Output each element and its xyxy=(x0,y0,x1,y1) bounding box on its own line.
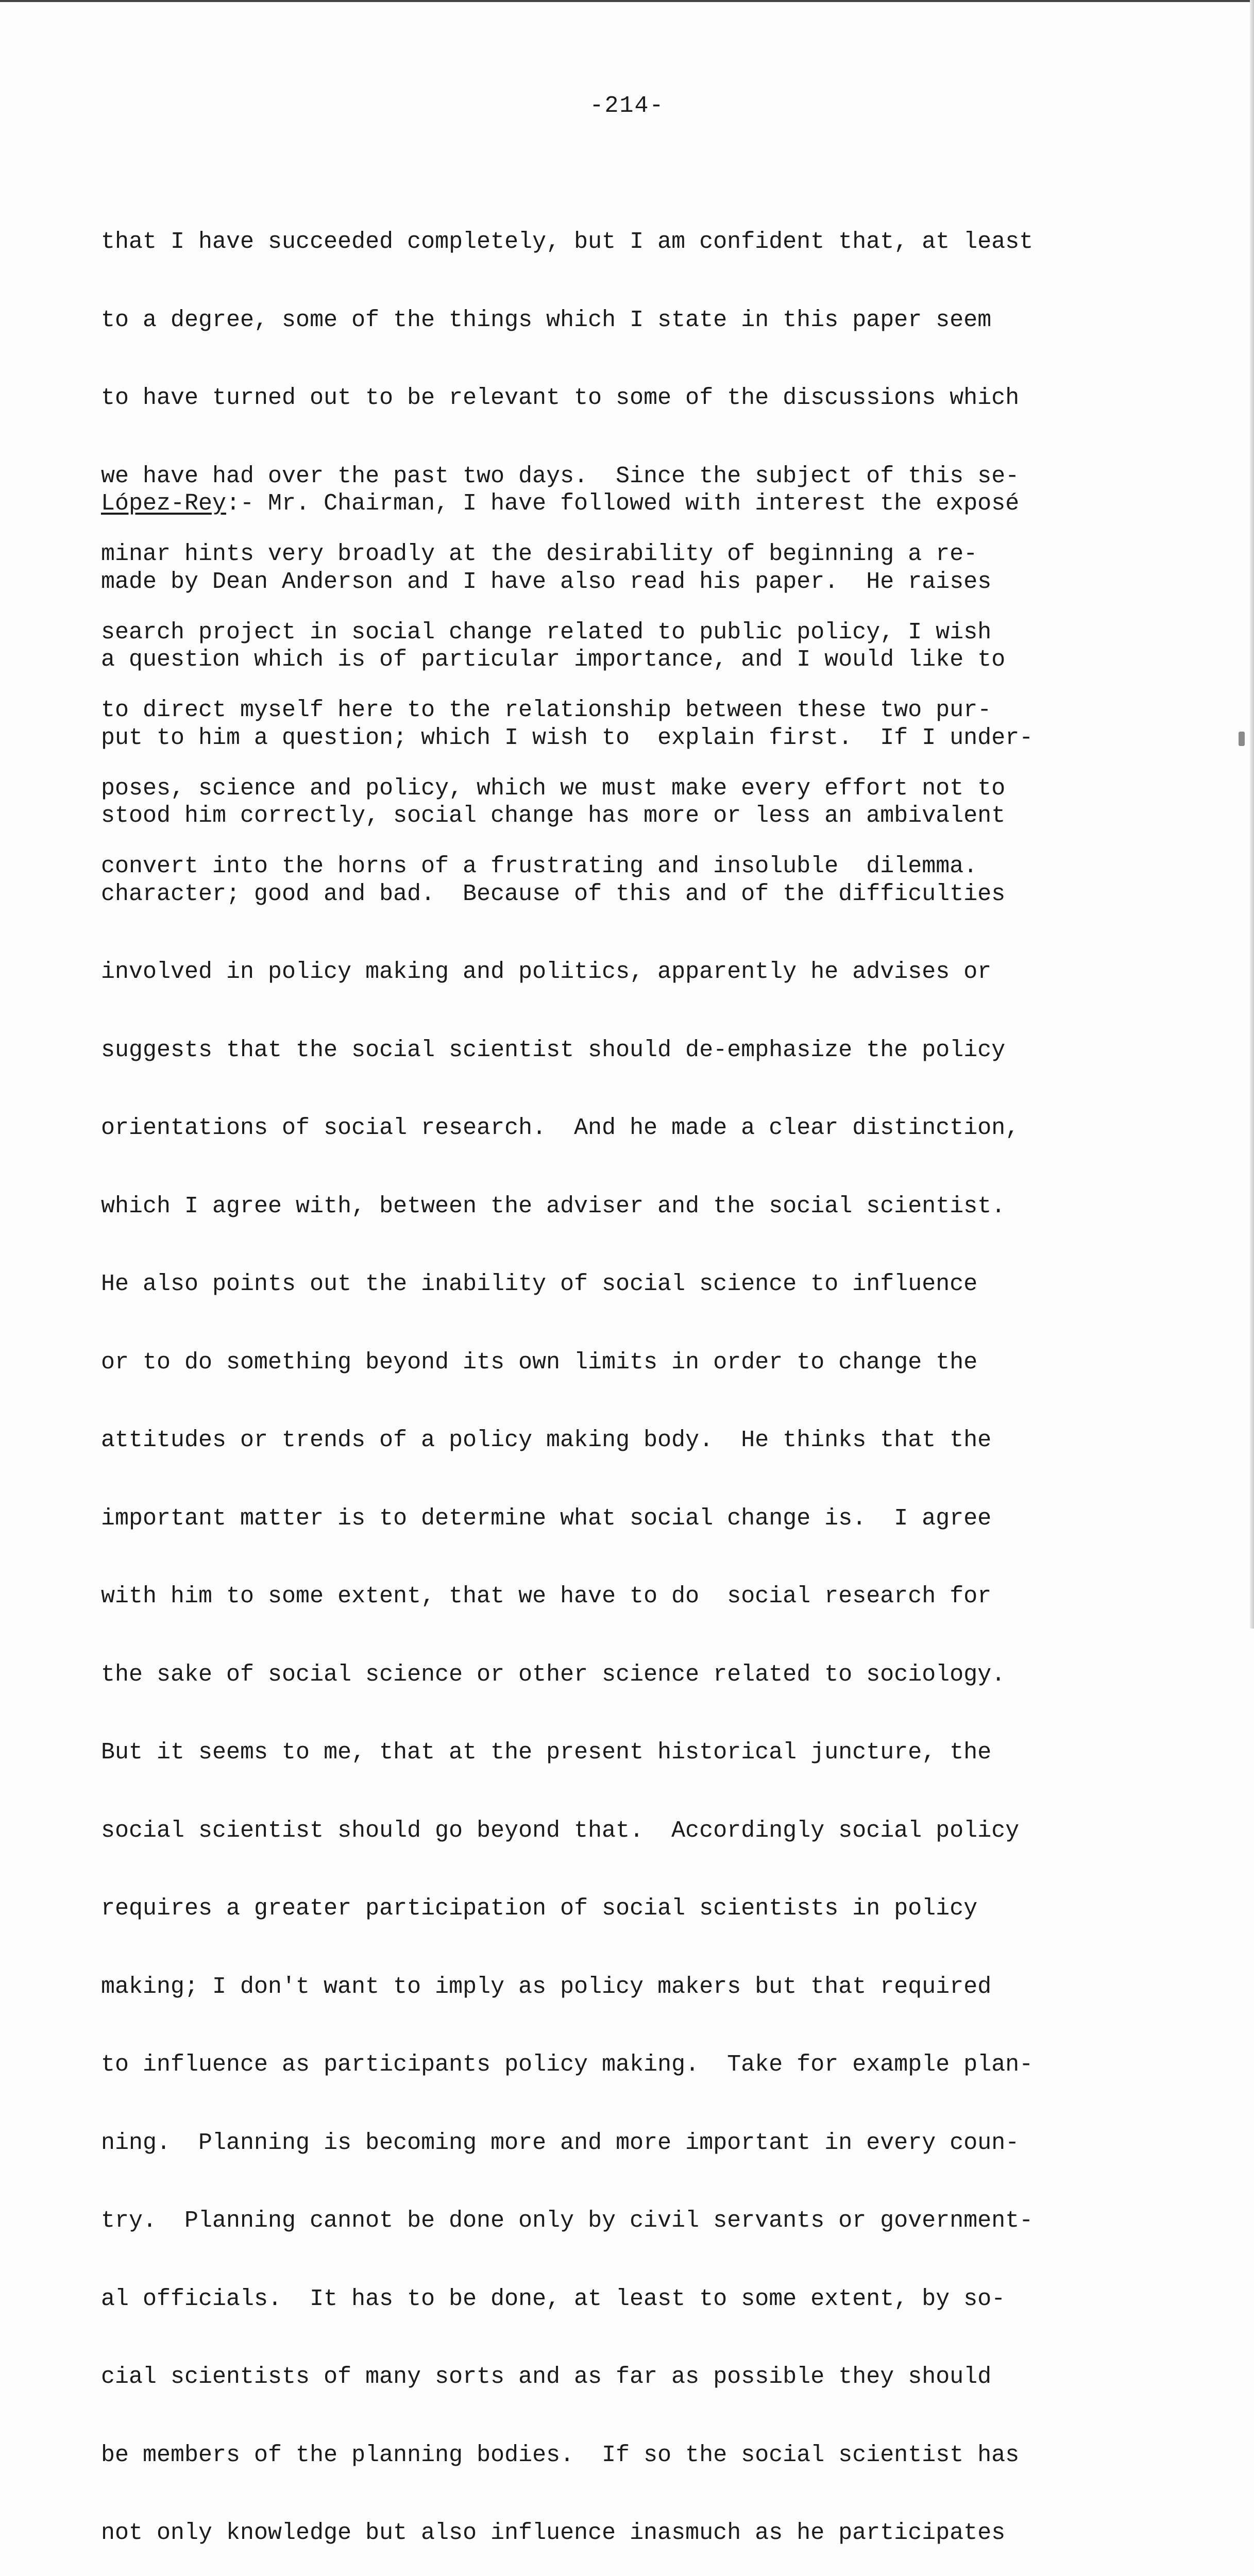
text-line: put to him a question; which I wish to explain first. If I under- xyxy=(101,724,1033,751)
text-line: involved in policy making and politics, apparently he advises or xyxy=(101,959,992,985)
text-line: important matter is to determine what social change is. I agree xyxy=(101,1505,992,1532)
text-line: try. Planning cannot be done only by civil servants or government- xyxy=(101,2208,1033,2234)
text-line: poses, science and policy, which we must make every effort not to xyxy=(101,775,1006,802)
text-line: or to do something beyond its own limits in order to change the xyxy=(101,1349,978,1376)
speaker-name: López-Rey xyxy=(101,490,227,517)
text-line: suggests that the social scientist should de-emphasize the policy xyxy=(101,1037,1006,1063)
text-line: character; good and bad. Because of this and of the difficulties xyxy=(101,880,1006,907)
text-line: search project in social change related to public policy, I wish xyxy=(101,619,992,646)
text-line: convert into the horns of a frustrating and insoluble dilemma. xyxy=(101,853,978,879)
text-line: stood him correctly, social change has more or less an ambivalent xyxy=(101,803,1006,829)
text-line: to have turned out to be relevant to some of the discussions which xyxy=(101,385,1020,411)
text-line: making; I don't want to imply as policy makers but that required xyxy=(101,1973,992,2000)
text-line: the sake of social science or other science related to sociology. xyxy=(101,1661,1006,1688)
paragraph-2 xyxy=(101,439,1152,2576)
text-line: minar hints very broadly at the desirability of beginning a re- xyxy=(101,541,978,567)
speaker-line xyxy=(101,491,1152,517)
margin-mark xyxy=(1239,732,1245,746)
text-line: requires a greater participation of social scientists in policy xyxy=(101,1895,978,1922)
text-line: a question which is of particular importance, and I would like to xyxy=(101,647,1006,673)
text-line: ning. Planning is becoming more and more important in every coun- xyxy=(101,2129,1020,2156)
text-line: social scientist should go beyond that. Accordingly social policy xyxy=(101,1817,1020,1844)
text-line: He also points out the inability of social science to influence xyxy=(101,1271,978,1297)
text-line: But it seems to me, that at the present historical juncture, the xyxy=(101,1739,992,1766)
text-line: to influence as participants policy making. Take for example plan- xyxy=(101,2052,1033,2078)
text-line: with him to some extent, that we have to do social research for xyxy=(101,1583,992,1609)
text-line: which I agree with, between the adviser and the social scientist. xyxy=(101,1193,1006,1219)
text-line: not only knowledge but also influence inasmuch as he participates xyxy=(101,2520,1006,2546)
page-right-edge xyxy=(1250,0,1254,1629)
text-line: we have had over the past two days. Since the subject of this se- xyxy=(101,463,1020,489)
speaker-line-text: :- Mr. Chairman, I have followed with interest the exposé xyxy=(226,490,1020,517)
page-number: -214- xyxy=(589,93,665,119)
text-line: al officials. It has to be done, at least to some extent, by so- xyxy=(101,2285,1006,2312)
top-border-line xyxy=(0,0,1254,2)
text-line: orientations of social research. And he made a clear distinction, xyxy=(101,1115,1020,1141)
text-line: be members of the planning bodies. If so the social scientist has xyxy=(101,2442,1020,2468)
text-line: attitudes or trends of a policy making body. He thinks that the xyxy=(101,1427,992,1453)
text-line: that I have succeeded completely, but I am confident that, at least xyxy=(101,229,1033,255)
text-line: to direct myself here to the relationship between these two pur- xyxy=(101,697,992,723)
text-line: cial scientists of many sorts and as far as possible they should xyxy=(101,2364,992,2390)
text-line: to a degree, some of the things which I state in this paper seem xyxy=(101,307,992,333)
text-line: made by Dean Anderson and I have also read his paper. He raises xyxy=(101,568,992,595)
